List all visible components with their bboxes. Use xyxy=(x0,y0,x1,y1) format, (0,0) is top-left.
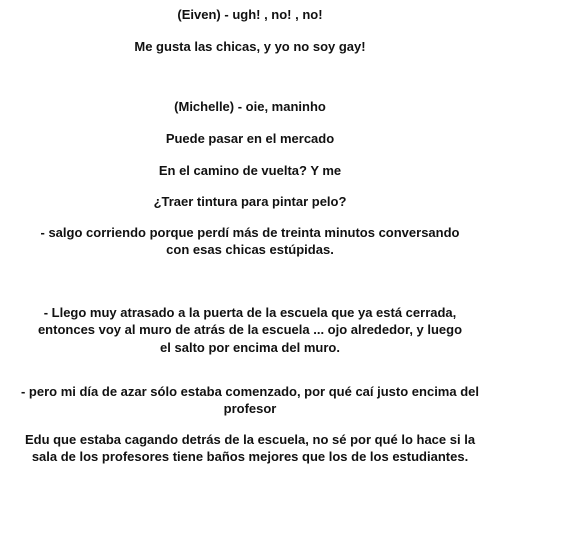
narration-line-edu: Edu que estaba cagando detrás de la escuela, no sé por qué lo hace si la xyxy=(24,432,476,447)
dialogue-line-tintura: ¿Traer tintura para pintar pelo? xyxy=(153,194,347,209)
narration-line-corriendo: - salgo corriendo porque perdí más de treinta minutos conversando xyxy=(40,225,460,240)
narration-line-salto: el salto por encima del muro. xyxy=(160,340,340,355)
dialogue-line-mercado: Puede pasar en el mercado xyxy=(165,131,335,146)
narration-line-banos: sala de los profesores tiene baños mejores que los de los estudiantes. xyxy=(31,449,469,464)
narration-line-azar: - pero mi día de azar sólo estaba comenzado, por qué caí justo encima del xyxy=(20,384,479,399)
narration-line-muro: entonces voy al muro de atrás de la escuela ... ojo alrededor, y luego xyxy=(37,322,463,337)
narration-line-profesor: profesor xyxy=(223,401,277,416)
dialogue-line-eiven: (Eiven) - ugh! , no! , no! xyxy=(177,7,323,22)
dialogue-line-vuelta: En el camino de vuelta? Y me xyxy=(158,163,342,178)
dialogue-line-gay: Me gusta las chicas, y yo no soy gay! xyxy=(134,39,366,54)
narration-line-atrasado: - Llego muy atrasado a la puerta de la escuela que ya está cerrada, xyxy=(43,305,457,320)
narration-line-estupidas: con esas chicas estúpidas. xyxy=(166,242,334,257)
dialogue-line-michelle: (Michelle) - oie, maninho xyxy=(174,99,326,114)
